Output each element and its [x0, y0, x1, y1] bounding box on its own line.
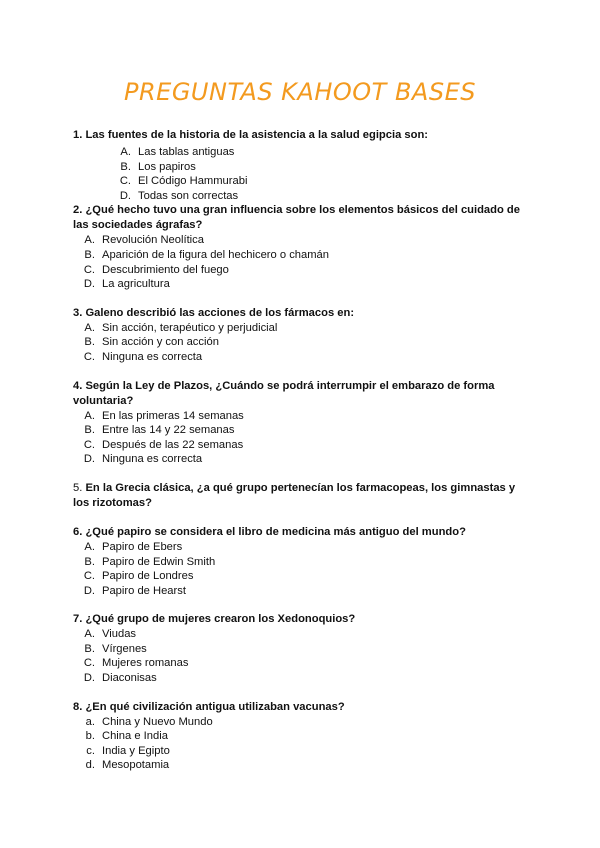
option [73, 584, 528, 599]
option [73, 248, 528, 263]
option-text: India y Egipto [102, 744, 170, 757]
option-text: La agricultura [102, 278, 170, 291]
option-text: Entre las 14 y 22 semanas [102, 424, 235, 437]
option-letter: C. [83, 350, 95, 363]
option-text: Sin acción y con acción [102, 336, 219, 349]
question-text: ¿Qué hecho tuvo una gran influencia sobre los elementos básicos del cuidado de las sociedades ágrafas? [73, 204, 520, 232]
option-letter: D. [83, 672, 95, 685]
option-letter: A. [84, 409, 95, 422]
option [73, 656, 528, 671]
option-text: Sin acción, terapéutico y perjudicial [102, 321, 278, 334]
option-letter: b. [85, 730, 95, 743]
option-text: Papiro de Edwin Smith [102, 555, 216, 568]
option [73, 174, 528, 189]
question-number: 8. [73, 700, 83, 713]
question-text: En la Grecia clásica, ¿a qué grupo pertenecían los farmacopeas, los gimnastas y los rizotomas? [73, 481, 516, 509]
question-text: Según la Ley de Plazos, ¿Cuándo se podrá interrumpir el embarazo de forma voluntaria? [73, 379, 495, 407]
option-letter: C. [83, 438, 95, 451]
question-list [73, 128, 528, 773]
question-1 [73, 128, 528, 143]
option [73, 555, 528, 570]
option [73, 642, 528, 657]
option-letter: B. [84, 555, 95, 568]
question-text: Galeno describió las acciones de los fármacos en: [85, 306, 355, 319]
option-text: China e India [102, 730, 168, 743]
option-text: En las primeras 14 semanas [102, 409, 244, 422]
option-text: Ninguna es correcta [102, 350, 203, 363]
option-letter: c. [86, 744, 95, 757]
option [73, 569, 528, 584]
option [73, 409, 528, 424]
option [73, 145, 528, 160]
option-text: Revolución Neolítica [102, 234, 204, 247]
option-letter: C. [83, 263, 95, 276]
question-number: 3. [73, 306, 83, 319]
option-letter: C. [119, 175, 131, 188]
option-text: Papiro de Ebers [102, 540, 183, 553]
option-text: Descubrimiento del fuego [102, 263, 229, 276]
option [73, 715, 528, 730]
option-text: Diaconisas [102, 672, 157, 685]
option [73, 335, 528, 350]
question-2 [73, 203, 528, 233]
option-letter: A. [84, 628, 95, 641]
option [73, 350, 528, 365]
option [73, 758, 528, 773]
question-number: 4. [73, 379, 83, 392]
option [73, 540, 528, 555]
option-text: Papiro de Hearst [102, 584, 186, 597]
question-number: 1. [73, 129, 83, 141]
option-text: Papiro de Londres [102, 570, 194, 583]
question-text: ¿Qué papiro se considera el libro de medicina más antiguo del mundo? [85, 525, 466, 538]
option [73, 189, 528, 204]
option-letter: D. [83, 453, 95, 466]
question-8 [73, 700, 528, 715]
option-letter: B. [120, 160, 131, 173]
question-6 [73, 525, 528, 540]
option [73, 729, 528, 744]
option-text: Mujeres romanas [102, 657, 189, 670]
option-letter: C. [83, 570, 95, 583]
option [73, 160, 528, 175]
option-text: Ninguna es correcta [102, 453, 203, 466]
option-letter: A. [84, 234, 95, 247]
option [73, 671, 528, 686]
option-text: Vírgenes [102, 642, 147, 655]
option-letter: C. [83, 657, 95, 670]
option-letter: B. [84, 424, 95, 437]
option-text: Aparición de la figura del hechicero o chamán [102, 248, 329, 261]
option-letter: B. [84, 642, 95, 655]
option-text: Mesopotamia [102, 759, 170, 772]
option-letter: D. [83, 278, 95, 291]
option [73, 423, 528, 438]
option-letter: A. [84, 540, 95, 553]
option [73, 452, 528, 467]
question-number: 7. [73, 613, 83, 626]
option-text: Todas son correctas [138, 189, 239, 202]
question-7 [73, 612, 528, 627]
question-number: 2. [73, 204, 83, 217]
option-letter: A. [120, 146, 131, 158]
option [73, 263, 528, 278]
option-text: China y Nuevo Mundo [102, 715, 213, 728]
option [73, 233, 528, 248]
question-text: Las fuentes de la historia de la asistencia a la salud egipcia son: [85, 129, 429, 141]
option-letter: B. [84, 336, 95, 349]
option-letter: A. [84, 321, 95, 334]
question-number: 6. [73, 525, 83, 538]
question-5 [73, 481, 528, 511]
question-number: 5. [73, 481, 83, 494]
option-text: Después de las 22 semanas [102, 438, 244, 451]
option-letter: a. [85, 715, 95, 728]
option [73, 277, 528, 292]
question-text: ¿En qué civilización antigua utilizaban vacunas? [85, 700, 345, 713]
option-text: Los papiros [138, 160, 196, 173]
option [73, 744, 528, 759]
option-text: Viudas [102, 628, 137, 641]
option-letter: d. [85, 759, 95, 772]
question-text: ¿Qué grupo de mujeres crearon los Xedonoquios? [85, 613, 356, 626]
option-letter: D. [83, 584, 95, 597]
option-text: Las tablas antiguas [138, 146, 235, 158]
option-text: El Código Hammurabi [138, 175, 248, 188]
page-title: PREGUNTAS KAHOOT BASES [124, 78, 476, 106]
option [73, 321, 528, 336]
option-letter: B. [84, 248, 95, 261]
question-4 [73, 379, 528, 409]
option [73, 627, 528, 642]
option-letter: D. [119, 189, 131, 202]
question-3 [73, 306, 528, 321]
option [73, 438, 528, 453]
